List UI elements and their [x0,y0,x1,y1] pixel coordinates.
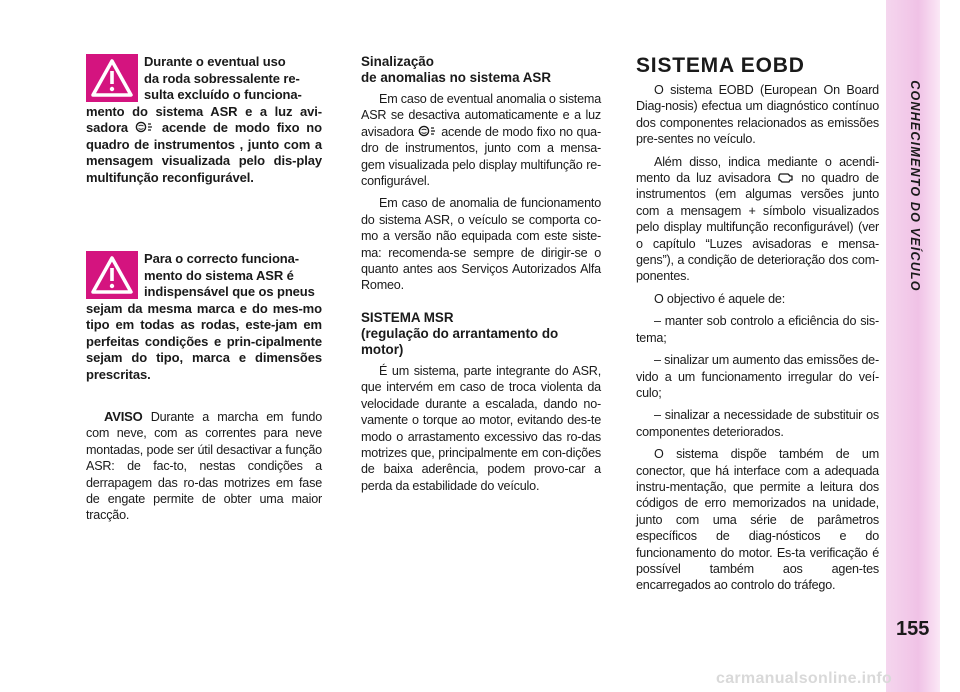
warning-triangle-icon [86,54,138,102]
page-number: 155 [896,618,930,640]
eobd-light-text-b: no quadro de instrumentos (em algumas versões junto com a mensagem + símbolo visualizados pelo display multifunção reconfigurável) (ver o capítulo “Luzes avisadoras e mensa-gens”), a condição de deterioração dos com-ponentes. [636,171,879,284]
eobd-objective-paragraph: O objectivo é aquele de: [654,291,786,306]
heading-msr-l3: motor) [361,341,404,357]
heading-asr-anomalies-l2: de anomalias no sistema ASR [361,70,552,85]
heading-asr-anomalies-l1: Sinalização [361,54,434,69]
column-right [636,54,879,594]
asr-anomaly-text-a: Em caso de eventual anomalia o sistema ASR se desactiva automaticamente e a luz avisadora [361,92,602,139]
eobd-bullet-2: – sinalizar um aumento das emissões de-vido a um funcionamento irregular do veí-culo; [636,353,879,400]
asr-warning-light-icon [135,121,155,133]
warning2-text: sejam da mesma marca e do mes-mo tipo em todas as rodas, este-jam em perfeitas condições e prin-cipalmente sejam do tipo, marca e dimensões prescritas. [86,300,322,382]
asr-warning-light-icon [418,125,438,137]
warning1-line3: sulta excluído o funciona- [144,87,302,102]
warning-note-spare-wheel [86,54,322,186]
asr-malfunction-paragraph: Em caso de anomalia de funcionamento do sistema ASR, o veículo se comporta co-mo a versão não equipada com este siste-ma: recomenda-se sempre de dirigir-se o quanto antes aos Serviços Autorizados Alfa Romeo. [361,196,601,293]
chapter-header-label: CONHECIMENTO DO VEÍCULO [908,80,922,292]
chapter-header [905,80,925,292]
column-middle [361,54,601,494]
heading-msr-l2: (regulação do arrantamento do [361,325,559,341]
column-left [86,54,322,524]
asr-anomaly-text-b: acende de modo fixo no qua-dro de instrumentos, junto com a mensa-gem visualizada pelo display multifunção re-configurável. [361,124,601,189]
warning1-text-a: mento do sistema ASR e a luz avi-sadora [86,103,322,135]
warning1-line1: Durante o eventual uso [144,54,286,69]
engine-check-light-icon [777,171,795,183]
warning-note-tyres [86,251,322,383]
warning2-line1: Para o correcto funciona- [144,251,299,266]
warning1-line2: da roda sobressalente re- [144,70,300,86]
eobd-connector-paragraph: O sistema dispõe também de um conector, que há interface com a adequada instru-mentação, que permite a leitura dos códigos de erro memorizados na unidade, junto com uma série de parâmetros específicos de diag-nósticos e do funcionamento do motor. Es-ta verificação é possível também aos agen-tes encarregados ao controlo do tráfego. [636,447,879,593]
watermark: carmanualsonline.info [716,670,893,687]
warning2-line2: mento do sistema ASR é [144,267,294,283]
eobd-bullet-1: – manter sob controlo a eficiência do sis-tema; [636,314,879,345]
warning-triangle-icon [86,251,138,299]
msr-paragraph: É um sistema, parte integrante do ASR, que intervém em caso de troca violenta da velocidade durante a escalada, dando no-vamente o torque ao motor, evitando des-te modo o arrastamento excessivo das ro-das motrizes que, principalmente em con-dições de baixa aderência, podem provo-car a perda da estabilidade do veículo. [361,363,601,493]
eobd-bullet-3: – sinalizar a necessidade de substituir os componentes deteriorados. [636,408,879,439]
warning1-text-b: acende de modo fixo no quadro de instrumentos , junto com a mensagem visualizada pelo dis-play multifunção reconfigurável. [86,120,322,185]
warning2-line3: indispensável que os pneus [144,284,315,299]
heading-asr-anomalies [361,54,601,86]
aviso-text: Durante a marcha em fundo com neve, com as correntes para neve montadas, pode ser útil desactivar a função ASR: de fac-to, nestas condições a derrapagem das ro-das motrizes em fase de engate permite de obter uma maior tracção. [86,410,322,523]
aviso-paragraph [86,409,322,524]
eobd-light-paragraph [636,154,879,285]
heading-eobd: SISTEMA EOBD [636,54,805,77]
heading-msr [361,310,601,358]
aviso-label: AVISO [104,409,143,424]
asr-anomaly-paragraph [361,91,601,189]
eobd-intro-paragraph: O sistema EOBD (European On Board Diag-nosis) efectua um diagnóstico contínuo dos componentes relacionados as emissões pre-sentes no veículo. [636,83,879,147]
eobd-light-text-a: Além disso, indica mediante o acendi-mento da luz avisadora [636,154,879,186]
heading-msr-l1: SISTEMA MSR [361,309,454,325]
